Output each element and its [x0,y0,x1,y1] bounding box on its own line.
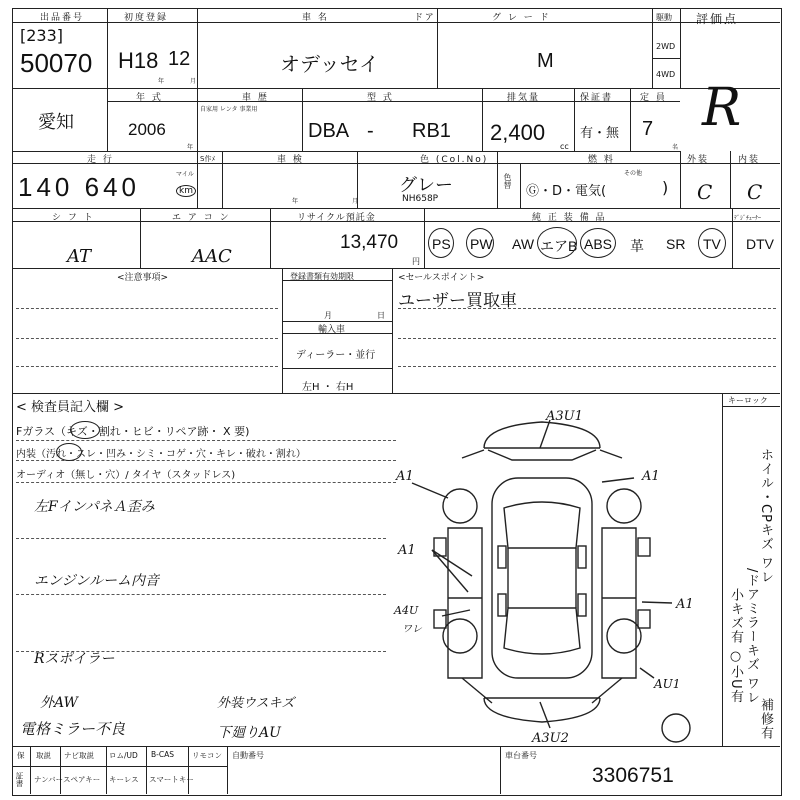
footer-bcas: B-CAS [151,750,174,759]
mark-a3u2: A3U2 [532,731,569,746]
first-reg-month-unit: 月 [190,78,197,85]
car-name-label: 車 名 [302,13,329,23]
note-4: 外AW [40,695,78,711]
score: R [702,78,742,138]
caution-label: <注意事項> [117,273,169,283]
digital-label: ﾃﾞｼﾞﾁｭｰﾅｰ [734,215,762,222]
mark-crack: ワレ [402,624,422,635]
fuel-label: 燃 料 [588,155,615,165]
expiry-month: 月 [324,311,332,320]
interior: C [747,180,763,204]
drive-2wd: 2WD [656,42,676,51]
mileage-unit: km [176,185,196,197]
note-5: 電格ミラー不良 [20,720,126,738]
mark-a1-d: A1 [676,597,694,612]
equipment-pw: PW [470,236,493,252]
displacement-unit: cc [560,142,569,151]
lot-code: [233] [20,26,64,45]
car-name: オデッセイ [280,52,379,76]
model-label: 型 式 [367,93,394,103]
keyless-label: キーロック [728,396,768,405]
inspection-month: 月 [352,198,359,205]
inspection-label: 車 検 [277,155,304,165]
drive-label: 駆動 [656,13,672,22]
equipment-dtv: DTV [746,236,774,252]
sales-label: <セールスポイント> [398,273,485,283]
ac-label: エ ア コ ン [172,213,231,223]
steering: 左H ・ 右H [302,382,354,393]
exterior: C [697,180,713,204]
smeter-label: S作ﾒ [200,155,215,163]
import-type: ディーラー・並行 [296,350,376,361]
history-label: 車 歴 [242,93,269,103]
equipment-aw: AW [512,236,535,252]
inspection-year: 年 [292,198,299,205]
color: グレー [399,175,453,196]
equipment-airbag: エアB [540,238,578,254]
color-code: NH658P [402,194,439,204]
capacity: 7 [642,118,654,140]
circle-ps [428,228,454,258]
year: 2006 [128,120,166,139]
circle-glass-scratch [70,421,100,439]
mileage-unit2: マイル [176,171,194,178]
model-dash: - [367,120,374,142]
footer-remote: リモコン [192,751,222,760]
equipment-label: 純 正 装 備 品 [532,213,607,223]
footer-smart-key: スマートキー [149,775,194,784]
exterior-label: 外装 [687,155,710,165]
lot-number: 50070 [20,48,93,78]
recycle-label: リサイクル預託金 [297,213,376,223]
capacity-unit: 名 [672,144,679,151]
note-7: 下廻りAU [217,725,281,741]
color-change-label: 色替 [503,173,512,189]
mark-a4u: A4U [394,604,419,617]
origin: 愛知 [38,112,74,133]
mark-a1-b: A1 [396,469,414,484]
interior-line: 内装（汚れ・スレ・凹み・シミ・コゲ・穴・キレ・破れ・割れ） [16,449,306,460]
circle-tv [698,228,726,258]
footer-col1-top: 保 [17,751,25,760]
shift-label: シ フ ト [52,213,95,223]
color-label: 色 (Col.No) [420,155,489,165]
footer-col1-bottom: 証書 [15,772,24,787]
expiry-day: 日 [377,311,385,320]
recycle: 13,470 [340,232,399,253]
first-reg-label: 初度登録 [124,13,169,23]
expiry-label: 登録書類有効期限 [290,272,354,281]
circle-interior-stain [56,443,82,461]
warranty-label: 保証書 [580,93,614,103]
equipment-abs: ABS [584,236,613,252]
year-unit: 年 [187,144,194,151]
drive-4wd: 4WD [656,70,676,79]
note-3: Rスポイラー [34,651,115,667]
auction-sheet [12,8,782,796]
displacement-label: 排気量 [507,93,541,103]
grade: M [537,50,554,72]
note-6: 外装ウスキズ [217,696,295,711]
first-reg-era: H18 [118,48,159,73]
equipment-ps: PS [432,236,451,252]
recycle-unit: 円 [412,257,420,266]
year-label: 年 式 [136,93,163,103]
audio-line: オーディオ（無し・穴）/ タイヤ（スタッドレス) [16,470,236,481]
mileage-label: 走 行 [87,155,114,165]
sales-point: ユーザー買取車 [398,291,517,311]
displacement: 2,400 [490,120,546,145]
chassis-number: 3306751 [592,764,674,787]
first-reg-month: 12 [168,48,191,70]
import-label: 輸入車 [318,325,346,335]
ac: AAC [192,246,232,267]
model-code: RB1 [412,120,451,142]
interior-label: 内装 [738,155,761,165]
footer-id-label: 自動番号 [232,751,264,760]
fuel-other: その他 [624,170,643,177]
equipment-tv: TV [703,236,721,252]
footer-keyless: キーレス [109,775,139,784]
fuel: Ⓖ・D・電気( [526,184,607,199]
circle-airbag [537,227,577,259]
grade-label: グ レ ー ド [492,13,551,23]
side-note-1: ホイル・CPキズ ワレ [758,448,773,585]
note-2: エンジンルーム内音 [34,573,159,589]
footer-chassis-label: 車台番号 [505,751,537,760]
equipment-list [424,222,780,268]
first-reg-year-unit: 年 [158,78,165,85]
inspection-title: < 検査員記入欄 > [16,400,125,415]
footer-manual: 取説 [36,751,51,760]
fuel-close: ) [662,178,669,197]
mileage: 140 640 [18,172,140,202]
note-1: 左FインパネＡ歪み [34,499,155,515]
footer-spare-key: スペアキー [63,775,101,784]
car-damage-diagram [372,398,722,746]
mark-a1-a: A1 [642,469,660,484]
side-note-4: 補修有 [758,698,773,740]
footer-number: ナンバー [34,775,64,784]
warranty: 有・無 [580,126,620,141]
history-sub: 自家用 レンタ 事業用 [200,106,258,113]
circle-abs [580,228,616,258]
glass-line: Fガラス（キズ・割れ・ヒビ・リペア跡・ X 要) [16,425,250,438]
side-note-2: /ドアミラーキズ ワレ [744,568,759,705]
score-label: 評価点 [696,12,739,26]
footer-nav-manual: ナビ取説 [64,751,94,760]
lot-label: 出品番号 [40,13,85,23]
mark-au1: AU1 [654,677,681,691]
door-label: ドア [414,13,436,23]
capacity-label: 定 員 [640,93,667,103]
mark-a3u1: A3U1 [546,409,583,424]
footer-rom: ロム/UD [109,751,138,760]
shift: AT [67,246,92,267]
circle-pw [466,228,494,258]
equipment-leather: 革 [630,238,644,254]
mark-a1-c: A1 [398,543,416,558]
equipment-sr: SR [666,236,686,252]
side-note-3: 小キズ有 ○小U有 [728,588,743,704]
model-prefix: DBA [308,120,350,142]
